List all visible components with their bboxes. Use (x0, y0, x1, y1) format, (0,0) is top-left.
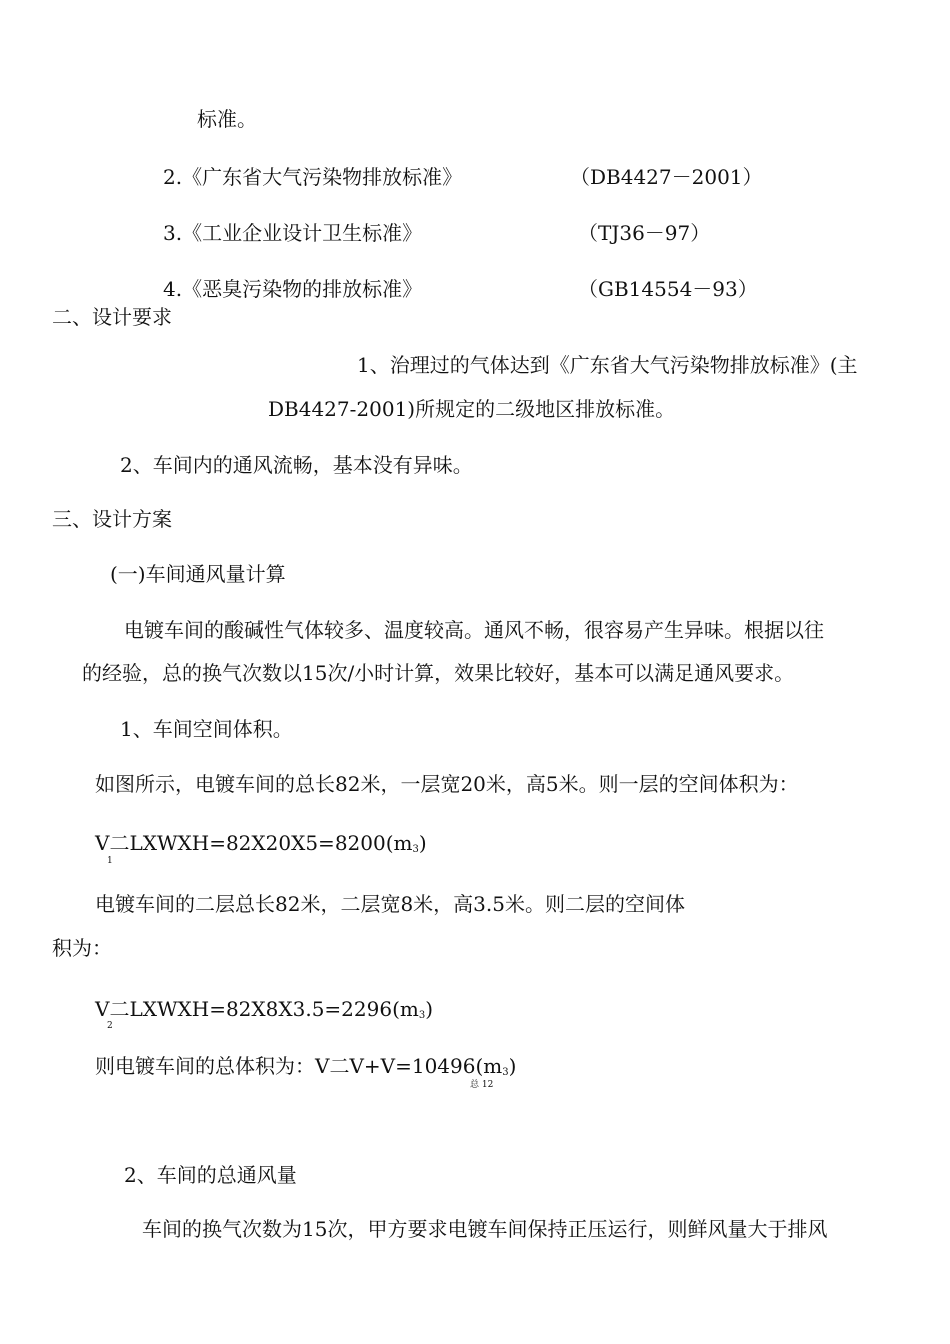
formula-text: V二LXWXH=82X8X3.5=2296(m (95, 997, 419, 1021)
standard-code: （TJ36－97） (578, 221, 711, 245)
formula-text: V二LXWXH=82X20X5=8200(m (95, 831, 413, 855)
formula-close: ) (418, 831, 427, 855)
formula-subscript: 2 (107, 1021, 113, 1031)
requirement-line: 2、车间内的通风流畅，基本没有异味。 (120, 453, 473, 477)
formula (95, 830, 427, 863)
standard-title: 4.《恶臭污染物的排放标准》 (163, 277, 423, 301)
standard-title: 2.《广东省大气污染物排放标准》 (163, 165, 463, 189)
paragraph-line: 积为： (52, 936, 112, 960)
paragraph-line: 电镀车间的二层总长82米，二层宽8米，高3.5米。则二层的空间体 (95, 892, 685, 916)
standard-code: （DB4427－2001） (570, 165, 763, 189)
formula-text: 则电镀车间的总体积为：V二V+V=10496(m (95, 1054, 503, 1078)
formula (95, 996, 433, 1029)
section-heading: 二、设计要求 (52, 305, 172, 329)
formula-close: ) (425, 997, 434, 1021)
unit-exponent: 3 (502, 1067, 509, 1078)
unit-exponent: 3 (418, 1010, 426, 1021)
paragraph-line: 电镀车间的酸碱性气体较多、温度较高。通风不畅，很容易产生异味。根据以往 (124, 618, 824, 642)
standard-title: 3.《工业企业设计卫生标准》 (163, 221, 423, 245)
section-heading: 三、设计方案 (52, 507, 172, 531)
paragraph-line: 车间的换气次数为15次，甲方要求电镀车间保持正压运行，则鲜风量大于排风 (142, 1217, 828, 1241)
list-item: 1、车间空间体积。 (120, 717, 293, 741)
text-line: 标准。 (197, 107, 257, 131)
formula-subscript: 总 12 (470, 1080, 494, 1090)
subsection-heading: (一)车间通风量计算 (110, 562, 286, 586)
requirement-line: 1、治理过的气体达到《广东省大气污染物排放标准》(主 (357, 353, 858, 377)
formula-subscript: 1 (107, 856, 113, 866)
list-item: 2、车间的总通风量 (124, 1163, 297, 1187)
standard-code: （GB14554－93） (578, 277, 758, 301)
formula (95, 1053, 516, 1086)
requirement-line: DB4427-2001)所规定的二级地区排放标准。 (268, 397, 676, 421)
paragraph-line: 如图所示，电镀车间的总长82米，一层宽20米，高5米。则一层的空间体积为： (95, 772, 799, 796)
unit-exponent: 3 (412, 844, 419, 855)
paragraph-line: 的经验，总的换气次数以15次/小时计算，效果比较好，基本可以满足通风要求。 (82, 661, 795, 685)
formula-close: ) (508, 1054, 517, 1078)
